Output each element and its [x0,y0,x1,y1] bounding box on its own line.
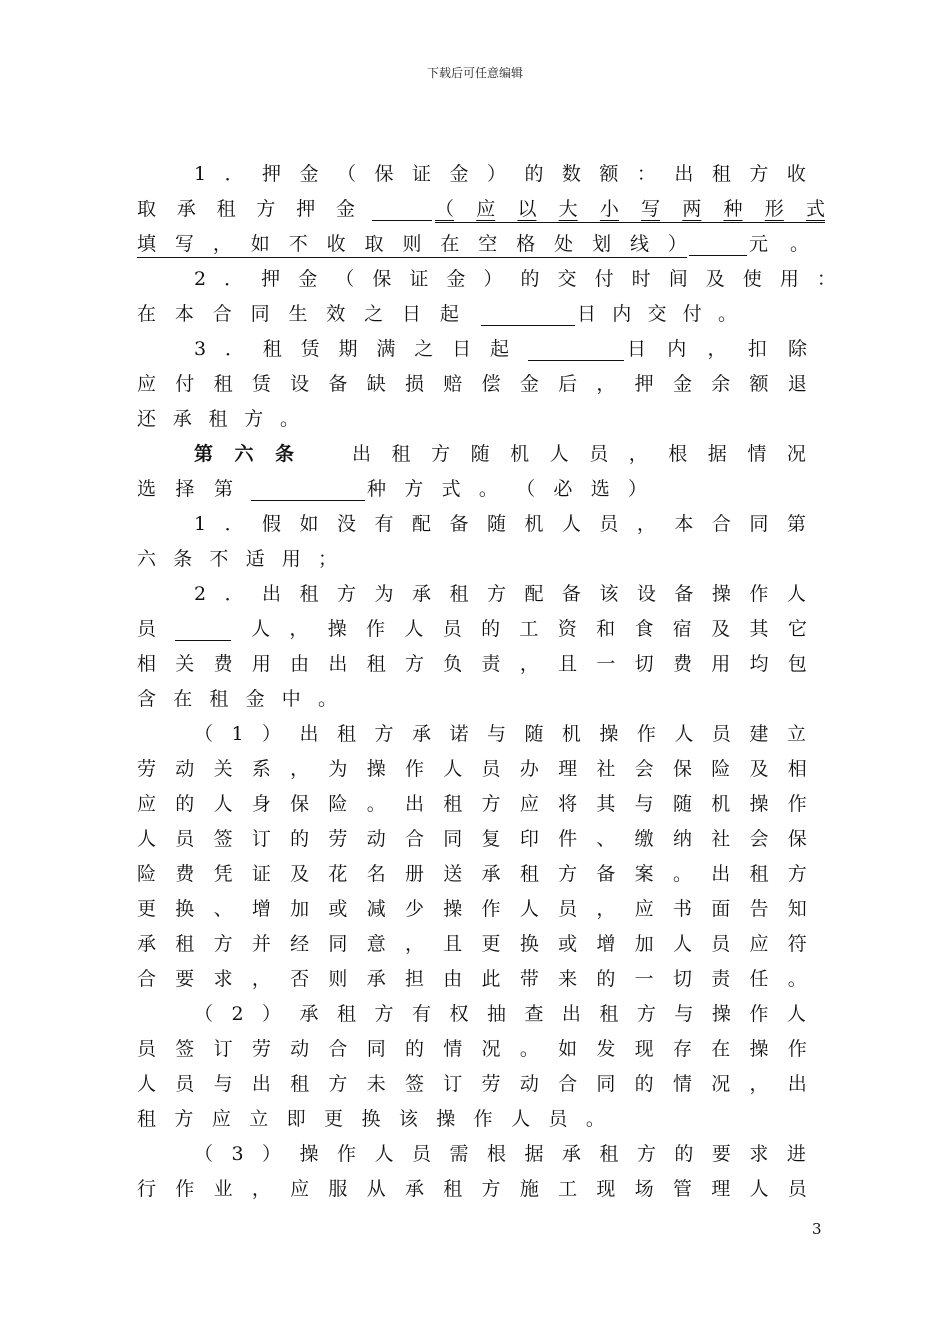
article-heading: 第 六 条 [194,443,294,465]
blank-field [528,338,624,361]
text-line: （ 3 ） 操 作 人 员 需 根 据 承 租 方 的 要 求 进 [194,1143,806,1165]
text-line: 2 ． 出 租 方 为 承 租 方 配 备 该 设 备 操 作 人 [194,583,806,605]
text-line: 合 要 求 ， 否 则 承 担 由 此 带 来 的 一 切 责 任 。 [137,968,807,990]
text-line: 相 关 费 用 由 出 租 方 负 责 ， 且 一 切 费 用 均 包 [137,653,807,675]
text-line: 含 在 租 金 中 。 [137,688,337,710]
text-line [137,192,825,227]
page-header: 下载后可任意编辑 [426,66,523,80]
text-run: 日 内 交 付 。 [577,303,737,325]
text-line [137,472,807,507]
text-line [137,612,807,647]
blank-field [372,198,432,221]
text-line: 行 作 业 ， 应 服 从 承 租 方 施 工 现 场 管 理 人 员 [137,1178,807,1200]
text-line: 1 ． 假 如 没 有 配 备 随 机 人 员 ， 本 合 同 第 [194,513,806,535]
text-line: 劳 动 关 系 ， 为 操 作 人 员 办 理 社 会 保 险 及 相 [137,758,807,780]
text-line: 人 员 与 出 租 方 未 签 订 劳 动 合 同 的 情 况 ， 出 [137,1073,807,1095]
text-run: 出 租 方 随 机 人 员 ， 根 据 情 况 [352,443,806,465]
text-line: （ 1 ） 出 租 方 承 诺 与 随 机 操 作 人 员 建 立 [194,723,806,745]
text-line: 应 付 租 赁 设 备 缺 损 赔 偿 金 后 ， 押 金 余 额 退 [137,373,807,395]
text-line: 更 换 、 增 加 或 减 少 操 作 人 员 ， 应 书 面 告 知 [137,898,807,920]
text-run: 元 。 [749,233,809,255]
text-line [194,437,806,472]
text-run: 选 择 第 [137,478,233,500]
blank-field [251,478,365,501]
text-line: 还 承 租 方 。 [137,408,299,430]
text-line: 险 费 凭 证 及 花 名 册 送 承 租 方 备 案 。 出 租 方 [137,863,807,885]
text-line: 应 的 人 身 保 险 。 出 租 方 应 将 其 与 随 机 操 作 [137,793,807,815]
text-line: 1 ． 押 金 （ 保 证 金 ） 的 数 额 ： 出 租 方 收 [194,163,806,185]
text-run: 在 本 合 同 生 效 之 日 起 [137,303,459,325]
text-run: 3 ． 租 赁 期 满 之 日 起 [194,338,509,360]
blank-field [175,618,231,641]
text-run: 填 写 ， 如 不 收 取 则 在 空 格 处 划 线 ） [137,227,687,258]
text-run: 取 承 租 方 押 金 [137,198,355,220]
text-line: 租 方 应 立 即 更 换 该 操 作 人 员 。 [137,1108,605,1130]
page-number: 3 [812,1220,822,1238]
text-line: 六 条 不 适 用 ； [137,548,337,570]
text-line: 承 租 方 并 经 同 意 ， 且 更 换 或 增 加 人 员 应 符 [137,933,807,955]
text-line [137,297,807,332]
text-line: 人 员 签 订 的 劳 动 合 同 复 印 件 、 缴 纳 社 会 保 [137,828,807,850]
text-line [194,332,806,367]
text-run: （ 应 以 大 小 写 两 种 形 式 [435,192,825,223]
text-run: 种 方 式 。 （ 必 选 ） [367,478,647,500]
text-line: 2 ． 押 金 （ 保 证 金 ） 的 交 付 时 间 及 使 用 ： [194,268,836,290]
text-line [137,227,807,262]
blank-field [481,303,575,326]
blank-field [689,233,747,256]
text-run: 人 ， 操 作 人 员 的 工 资 和 食 宿 及 其 它 [251,618,807,640]
text-run: 日 内 ， 扣 除 [627,338,807,360]
text-run: 员 [137,618,157,640]
text-line: 员 签 订 劳 动 合 同 的 情 况 。 如 发 现 存 在 操 作 [137,1038,807,1060]
text-line: （ 2 ） 承 租 方 有 权 抽 查 出 租 方 与 操 作 人 [194,1003,806,1025]
